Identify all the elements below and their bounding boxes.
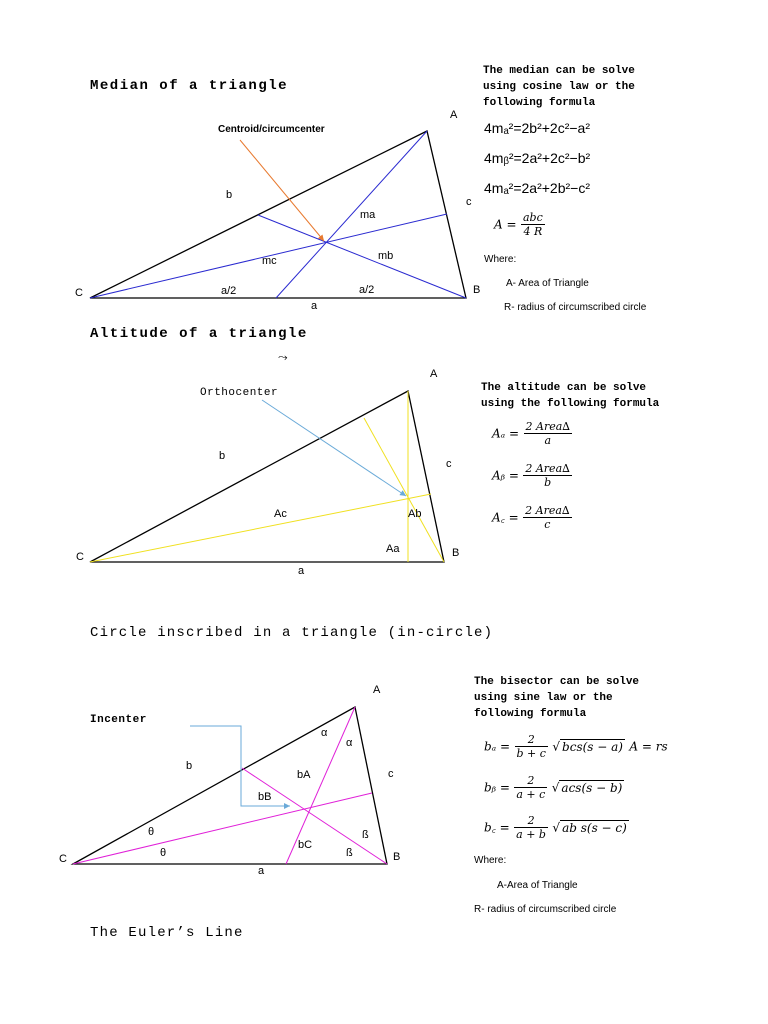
altitude-eq-b-lhs: Aᵦ = xyxy=(492,468,519,483)
incircle-note: The bisector can be solve using sine law or the following formula xyxy=(474,676,640,720)
bisector-eq-a-tail: A = rs xyxy=(629,739,668,754)
altitude-vertex-b: B xyxy=(452,547,460,559)
median-title: Median of a triangle xyxy=(90,78,289,94)
incircle-side-c: c xyxy=(388,768,394,780)
bisector-eq-c: b꜀ = $\frac{2}{a + b}$ √ ab s(s − c) xyxy=(484,814,627,841)
orthocenter-pointer xyxy=(262,400,406,496)
median-vertex-c: C xyxy=(75,287,83,299)
bisector-eq-c-lhs: b꜀ = xyxy=(484,820,510,835)
altitude-side-c: c xyxy=(446,458,452,470)
median-eq-1: 4mₐ²=2b²+2c²−a² xyxy=(484,120,590,136)
area-formula-num: abc xyxy=(523,211,543,224)
median-note: The median can be solve using cosine law or the following formula xyxy=(483,65,635,109)
median-def-radius: R- radius of circumscribed circle xyxy=(504,302,647,313)
median-where: Where: xyxy=(484,254,517,265)
median-side-b: b xyxy=(226,189,233,201)
median-diagram xyxy=(0,0,768,330)
median-def-area: A- Area of Triangle xyxy=(506,278,589,289)
bisector-eq-a-lhs: bₐ = xyxy=(484,739,511,754)
altitude-b xyxy=(364,418,444,562)
bisector-eq-b-num: 2 xyxy=(514,774,547,788)
incircle-theta-1: θ xyxy=(148,826,155,838)
area-formula-lhs: A = xyxy=(494,217,517,232)
incircle-where: Where: xyxy=(474,855,507,866)
altitude-label-ac: Ac xyxy=(274,508,287,520)
incircle-theta-2: θ xyxy=(160,847,167,859)
bisector-eq-b-root: acs(s − b) xyxy=(561,780,623,795)
bisector-eq-b-den: a + c xyxy=(516,788,546,801)
cursor-icon: ⤳ xyxy=(278,350,288,364)
altitude-eq-c-lhs: A꜀ = xyxy=(492,510,519,525)
median-label-ma: ma xyxy=(360,209,376,221)
bisector-c xyxy=(73,793,372,864)
median-eq-2: 4mᵦ²=2a²+2c²−b² xyxy=(484,150,591,166)
bisector-b xyxy=(242,768,387,864)
median-label-mb: mb xyxy=(378,250,394,262)
incircle-vertex-a: A xyxy=(373,684,381,696)
bisector-eq-b: bᵦ = $\frac{2}{a + c}$ √ acs(s − b) xyxy=(484,774,623,801)
altitude-eq-a-num: 2 Area∆ xyxy=(525,420,570,433)
median-side-c: c xyxy=(466,196,472,208)
euler-title: The Euler’s Line xyxy=(90,925,244,941)
altitude-label-aa: Aa xyxy=(386,543,400,555)
bisector-eq-c-den: a + b xyxy=(516,828,546,841)
median-label-mc: mc xyxy=(262,255,277,267)
incenter-label: Incenter xyxy=(90,714,147,726)
incircle-alpha-1: α xyxy=(321,727,328,739)
incircle-def-area: A-Area of Triangle xyxy=(497,880,578,891)
altitude-eq-b-den: b xyxy=(544,476,552,489)
centroid-label: Centroid/circumcenter xyxy=(218,124,325,135)
incircle-vertex-c: C xyxy=(59,853,67,865)
altitude-c xyxy=(90,494,431,562)
median-half-a-1: a/2 xyxy=(221,285,237,297)
incircle-beta-1: ß xyxy=(362,829,369,841)
median-half-a-2: a/2 xyxy=(359,284,375,296)
altitude-eq-c-den: c xyxy=(544,518,551,531)
incircle-title: Circle inscribed in a triangle (in-circle) xyxy=(90,625,494,641)
area-formula-den: 4 R xyxy=(523,225,543,238)
altitude-side-a: a xyxy=(298,565,305,577)
incircle-triangle xyxy=(73,707,387,864)
median-eq-3: 4mₐ²=2a²+2b²−c² xyxy=(484,180,590,196)
incircle-vertex-b: B xyxy=(393,851,401,863)
altitude-eq-c-num: 2 Area∆ xyxy=(525,504,570,517)
incircle-side-a: a xyxy=(258,865,265,877)
bisector-eq-a-den: b + c xyxy=(516,747,546,760)
altitude-eq-a-lhs: Aₐ = xyxy=(492,426,520,441)
bisector-eq-a-num: 2 xyxy=(515,733,548,747)
altitude-vertex-a: A xyxy=(430,368,438,380)
altitude-eq-a-den: a xyxy=(544,434,551,447)
incircle-def-radius: R- radius of circumscribed circle xyxy=(474,904,617,915)
altitude-eq-b-num: 2 Area∆ xyxy=(525,462,570,475)
area-formula xyxy=(494,211,545,238)
bisector-eq-c-root: ab s(s − c) xyxy=(562,820,627,835)
incircle-label-bb: bB xyxy=(258,791,272,803)
orthocenter-label: Orthocenter xyxy=(200,387,279,399)
median-vertex-b: B xyxy=(473,284,481,296)
altitude-eq-c xyxy=(492,504,572,531)
bisector-eq-b-lhs: bᵦ = xyxy=(484,780,510,795)
incenter-pointer xyxy=(190,726,290,806)
altitude-eq-b xyxy=(492,462,572,489)
altitude-side-b: b xyxy=(219,450,226,462)
median-triangle xyxy=(90,131,466,298)
bisector-eq-c-num: 2 xyxy=(514,814,548,828)
altitude-eq-a xyxy=(492,420,572,447)
bisector-eq-a: bₐ = $\frac{2}{b + c}$ √ bcs(s − a) A = rs xyxy=(484,733,668,760)
incircle-label-bc: bC xyxy=(298,839,313,851)
bisector-eq-a-root: bcs(s − a) xyxy=(562,739,623,754)
altitude-note: The altitude can be solve using the following formula xyxy=(481,382,660,410)
incircle-side-b: b xyxy=(186,760,193,772)
incircle-beta-2: ß xyxy=(346,847,353,859)
centroid-pointer xyxy=(240,140,324,241)
median-side-a: a xyxy=(311,300,318,312)
altitude-title: Altitude of a triangle xyxy=(90,326,308,342)
altitude-vertex-c: C xyxy=(76,551,84,563)
incircle-diagram xyxy=(0,680,768,880)
incircle-label-ba: bA xyxy=(297,769,311,781)
median-vertex-a: A xyxy=(450,109,458,121)
altitude-triangle xyxy=(90,391,444,562)
incircle-alpha-2: α xyxy=(346,737,353,749)
altitude-label-ab: Ab xyxy=(408,508,422,520)
